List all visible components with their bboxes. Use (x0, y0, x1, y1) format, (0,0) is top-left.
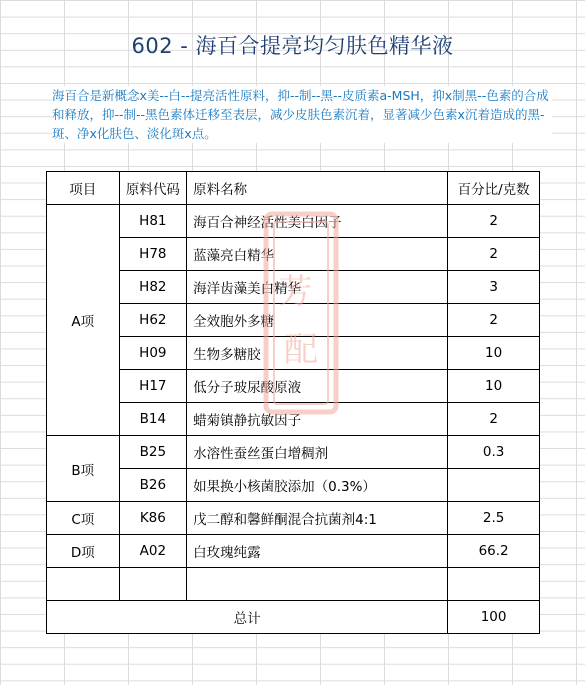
ingredient-pct: 2 (448, 304, 540, 337)
ingredient-code: B26 (119, 469, 187, 502)
table-row (47, 205, 540, 238)
empty-cell (187, 568, 448, 601)
table-row (47, 535, 540, 568)
table-row (47, 502, 540, 535)
header-code: 原料代码 (119, 172, 187, 205)
ingredient-pct (448, 469, 540, 502)
ingredient-code: K86 (119, 502, 187, 535)
ingredient-name: 蓝藻亮白精华 (187, 238, 448, 271)
table-total-row (47, 601, 540, 634)
table-row (47, 370, 540, 403)
ingredient-name: 海洋齿藻美白精华 (187, 271, 448, 304)
ingredient-code: H17 (119, 370, 187, 403)
ingredient-pct: 10 (448, 370, 540, 403)
formula-table (46, 171, 540, 634)
table-row (47, 304, 540, 337)
table-row (47, 238, 540, 271)
ingredient-code: H09 (119, 337, 187, 370)
ingredient-pct: 0.3 (448, 436, 540, 469)
page-title: 602 - 海百合提亮均匀肤色精华液 (131, 34, 454, 58)
header-pct: 百分比/克数 (448, 172, 540, 205)
ingredient-code: H81 (119, 205, 187, 238)
table-row (47, 271, 540, 304)
group-b-label: B项 (47, 436, 120, 502)
empty-cell (448, 568, 540, 601)
group-d-label: D项 (47, 535, 120, 568)
ingredient-code: H78 (119, 238, 187, 271)
ingredient-name: 戊二醇和馨鲜酮混合抗菌剂4:1 (187, 502, 448, 535)
ingredient-code: B25 (119, 436, 187, 469)
header-group: 项目 (47, 172, 120, 205)
ingredient-name: 蜡菊镇静抗敏因子 (187, 403, 448, 436)
total-label: 总计 (47, 601, 448, 634)
table-row-empty (47, 568, 540, 601)
group-c-label: C项 (47, 502, 120, 535)
stamp-char-1: 芳 (278, 272, 313, 312)
stamp-char-2: 配 (284, 330, 318, 370)
empty-cell (119, 568, 187, 601)
empty-cell (47, 568, 120, 601)
ingredient-code: B14 (119, 403, 187, 436)
ingredient-name: 全效胞外多糖 (187, 304, 448, 337)
ingredient-name: 水溶性蚕丝蛋白增稠剂 (187, 436, 448, 469)
ingredient-name: 如果换小核菌胶添加（0.3%） (187, 469, 448, 502)
header-name: 原料名称 (187, 172, 448, 205)
ingredient-name: 白玫瑰纯露 (187, 535, 448, 568)
ingredient-pct: 2 (448, 205, 540, 238)
ingredient-pct: 10 (448, 337, 540, 370)
table-header-row (47, 172, 540, 205)
ingredient-pct: 3 (448, 271, 540, 304)
table-row (47, 403, 540, 436)
ingredient-name: 低分子玻尿酸原液 (187, 370, 448, 403)
ingredient-code: H62 (119, 304, 187, 337)
total-value: 100 (448, 601, 540, 634)
ingredient-pct: 66.2 (448, 535, 540, 568)
group-a-label: A项 (47, 205, 120, 436)
ingredient-pct: 2 (448, 403, 540, 436)
intro-text: 海百合是新概念x美--白--提亮活性原料，抑--制--黑--皮质素a-MSH，抑x制黑--色素的合成和释放，抑--制--黑色素体迁移至表层，减少皮肤色素沉着，显著减少色素x沉着造成的黑-斑、净x化肤色、淡化斑x点。 (52, 86, 552, 143)
ingredient-pct: 2 (448, 238, 540, 271)
ingredient-code: A02 (119, 535, 187, 568)
table-row (47, 436, 540, 469)
ingredient-name: 海百合神经活性美白因子 (187, 205, 448, 238)
table-row (47, 337, 540, 370)
ingredient-name: 生物多糖胶 (187, 337, 448, 370)
table-row (47, 469, 540, 502)
ingredient-code: H82 (119, 271, 187, 304)
ingredient-pct: 2.5 (448, 502, 540, 535)
